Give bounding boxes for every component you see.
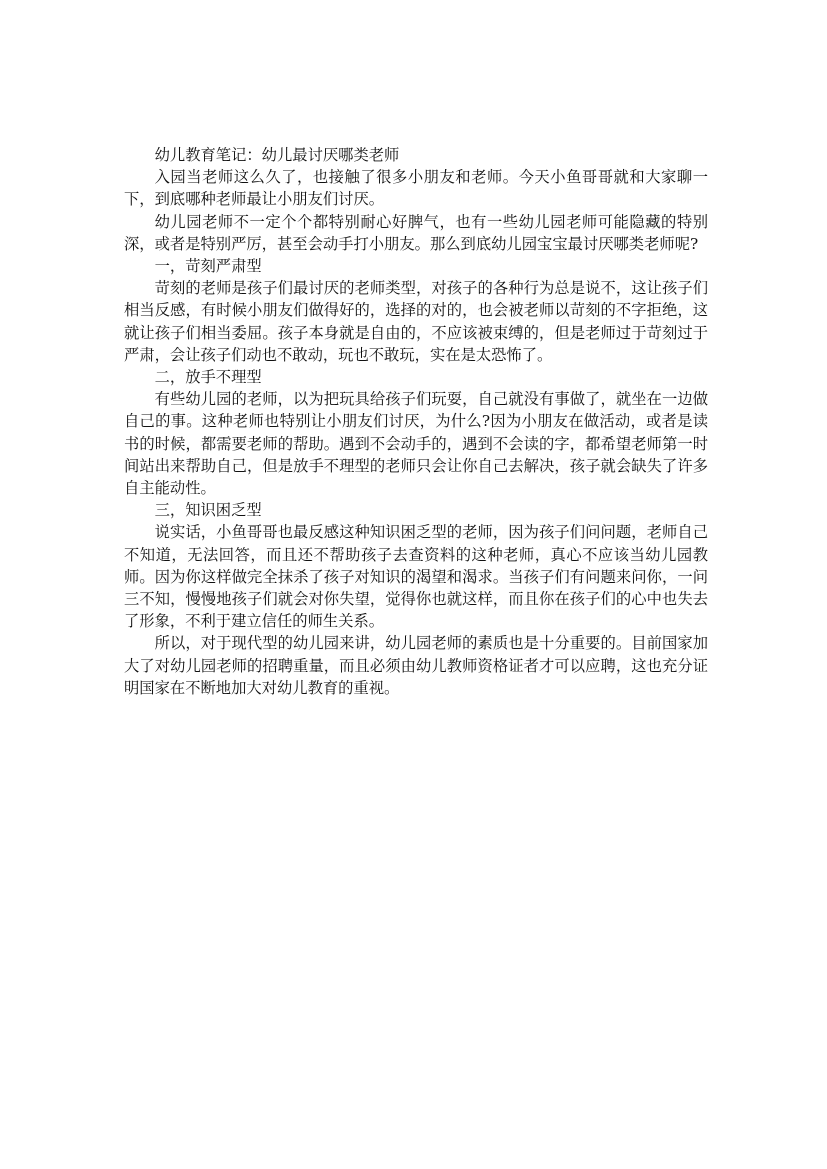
paragraph-section-2: 有些幼儿园的老师，以为把玩具给孩子们玩耍，自己就没有事做了，就坐在一边做自己的事。这种老师也特别让小朋友们讨厌，为什么?因为小朋友在做活动，或者是读书的时候，都需要老师的帮助。遇到不会动手的，遇到不会读的字，都希望老师第一时间站出来帮助自己，但是放手不理型的老师只会让你自己去解决，孩子就会缺失了许多自主能动性。 (124, 390, 708, 498)
section-heading-3: 三，知识困乏型 (154, 501, 262, 520)
paragraph-intro: 入园当老师这么久了，也接触了很多小朋友和老师。今天小鱼哥哥就和大家聊一下，到底哪种老师最让小朋友们讨厌。 (124, 168, 708, 209)
paragraph-conclusion: 所以，对于现代型的幼儿园来讲，幼儿园老师的素质也是十分重要的。目前国家加大了对幼儿园老师的招聘重量，而且必须由幼儿教师资格证者才可以应聘，这也充分证明国家在不断地加大对幼儿教育的重视。 (124, 634, 708, 697)
section-heading-2: 二，放手不理型 (154, 368, 262, 387)
document-body (124, 144, 708, 699)
paragraph-section-1: 苛刻的老师是孩子们最讨厌的老师类型，对孩子的各种行为总是说不，这让孩子们相当反感，有时候小朋友们做得好的，选择的对的，也会被老师以苛刻的不字拒绝，这就让孩子们相当委屈。孩子本身就是自由的，不应该被束缚的，但是老师过于苛刻过于严肃，会让孩子们动也不敢动，玩也不敢玩，实在是太恐怖了。 (124, 279, 708, 364)
paragraph-overview: 幼儿园老师不一定个个都特别耐心好脾气，也有一些幼儿园老师可能隐藏的特别深，或者是特别严厉，甚至会动手打小朋友。那么到底幼儿园宝宝最讨厌哪类老师呢? (124, 212, 708, 253)
document-title: 幼儿教育笔记：幼儿最讨厌哪类老师 (154, 146, 400, 164)
section-heading-1: 一，苛刻严肃型 (154, 257, 262, 276)
paragraph-section-3: 说实话，小鱼哥哥也最反感这种知识困乏型的老师，因为孩子们问问题，老师自己不知道，无法回答，而且还不帮助孩子去查资料的这种老师，真心不应该当幼儿园教师。因为你这样做完全抹杀了孩子对知识的渴望和渴求。当孩子们有问题来问你，一问三不知，慢慢地孩子们就会对你失望，觉得你也就这样，而且你在孩子们的心中也失去了形象，不利于建立信任的师生关系。 (124, 523, 708, 631)
